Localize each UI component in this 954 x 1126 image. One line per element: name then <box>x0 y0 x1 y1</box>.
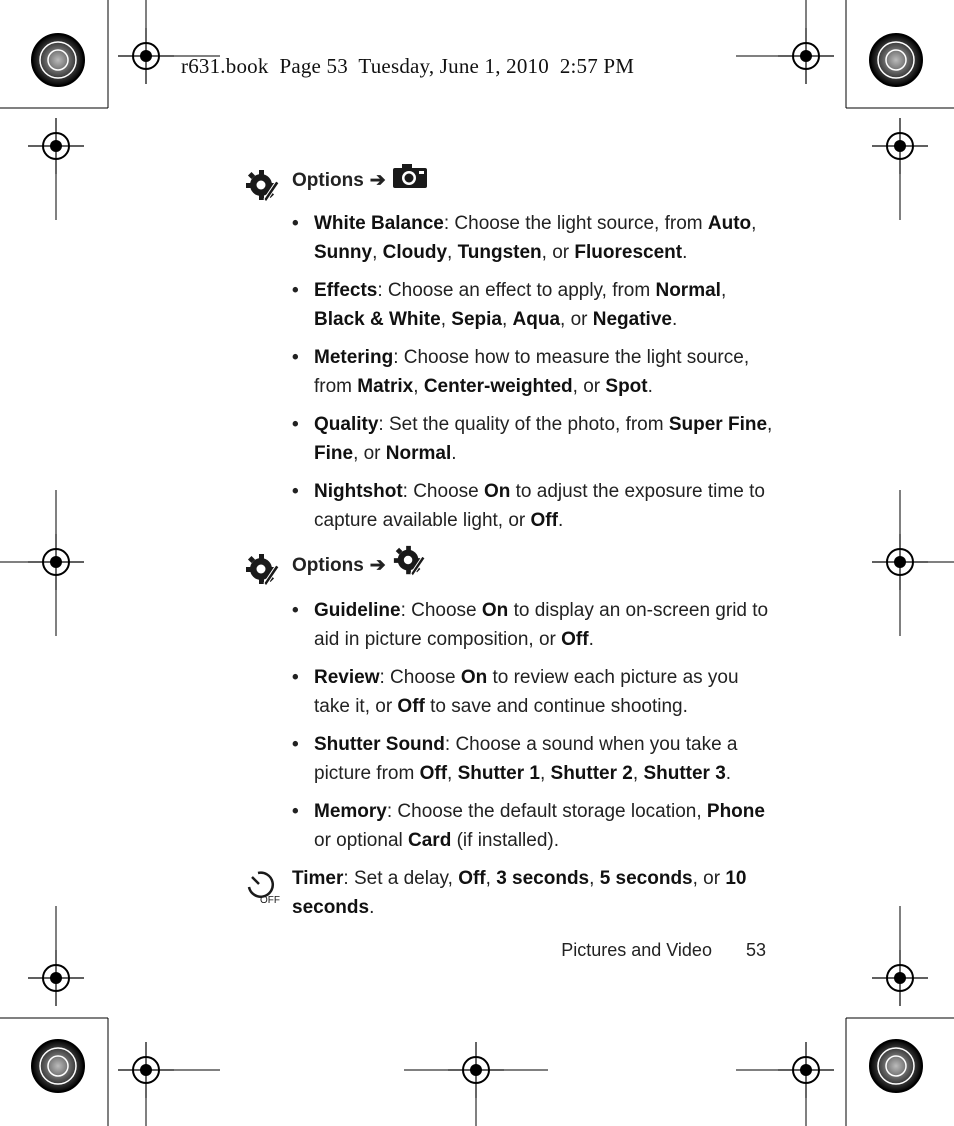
star-target-top-right <box>870 34 922 86</box>
camera-icon <box>392 163 428 198</box>
timer-off-icon <box>244 868 280 913</box>
settings-gear-icon <box>244 168 280 213</box>
page-content <box>244 160 774 922</box>
options-settings-heading <box>244 544 774 587</box>
star-target-bottom-right <box>870 1040 922 1092</box>
settings-gear-icon <box>244 552 280 597</box>
page-number: 53 <box>745 940 766 960</box>
list-item-quality: • Quality: Set the quality of the photo, from Super Fine, Fine, or Normal. <box>292 410 774 468</box>
print-header: r631.book Page 53 Tuesday, June 1, 2010 2:57 PM <box>181 54 635 78</box>
page-footer <box>561 940 766 961</box>
arrow-icon: ➔ <box>369 555 386 576</box>
options-camera-heading <box>244 160 774 200</box>
list-item-review: • Review: Choose On to review each picture as you take it, or Off to save and continue shooting. <box>292 663 774 721</box>
timer-paragraph: OFF Timer: Set a delay, Off, 3 seconds, 5 seconds, or 10 seconds. <box>244 864 774 922</box>
star-target-bottom-left <box>32 1040 84 1092</box>
svg-text:OFF: OFF <box>260 895 280 904</box>
list-item-memory: • Memory: Choose the default storage location, Phone or optional Card (if installed). <box>292 797 774 855</box>
camera-options-list <box>244 209 774 535</box>
arrow-icon: ➔ <box>369 169 386 191</box>
list-item-guideline: • Guideline: Choose On to display an on-screen grid to aid in picture composition, or Off. <box>292 596 774 654</box>
list-item-metering: • Metering: Choose how to measure the light source, from Matrix, Center-weighted, or Spot. <box>292 343 774 401</box>
star-target-top-left <box>32 34 84 86</box>
settings-options-list <box>244 596 774 855</box>
options-label: Options <box>292 555 364 576</box>
options-label: Options <box>292 169 364 191</box>
list-item-shutter-sound: • Shutter Sound: Choose a sound when you take a picture from Off, Shutter 1, Shutter 2, Shutter 3. <box>292 730 774 788</box>
settings-gear-icon <box>392 544 426 587</box>
footer-section-title: Pictures and Video <box>561 940 712 960</box>
list-item-effects: • Effects: Choose an effect to apply, from Normal, Black & White, Sepia, Aqua, or Negative. <box>292 276 774 334</box>
list-item-nightshot: • Nightshot: Choose On to adjust the exposure time to capture available light, or Off. <box>292 477 774 535</box>
list-item-white-balance: • White Balance: Choose the light source, from Auto, Sunny, Cloudy, Tungsten, or Fluorescent. <box>292 209 774 267</box>
